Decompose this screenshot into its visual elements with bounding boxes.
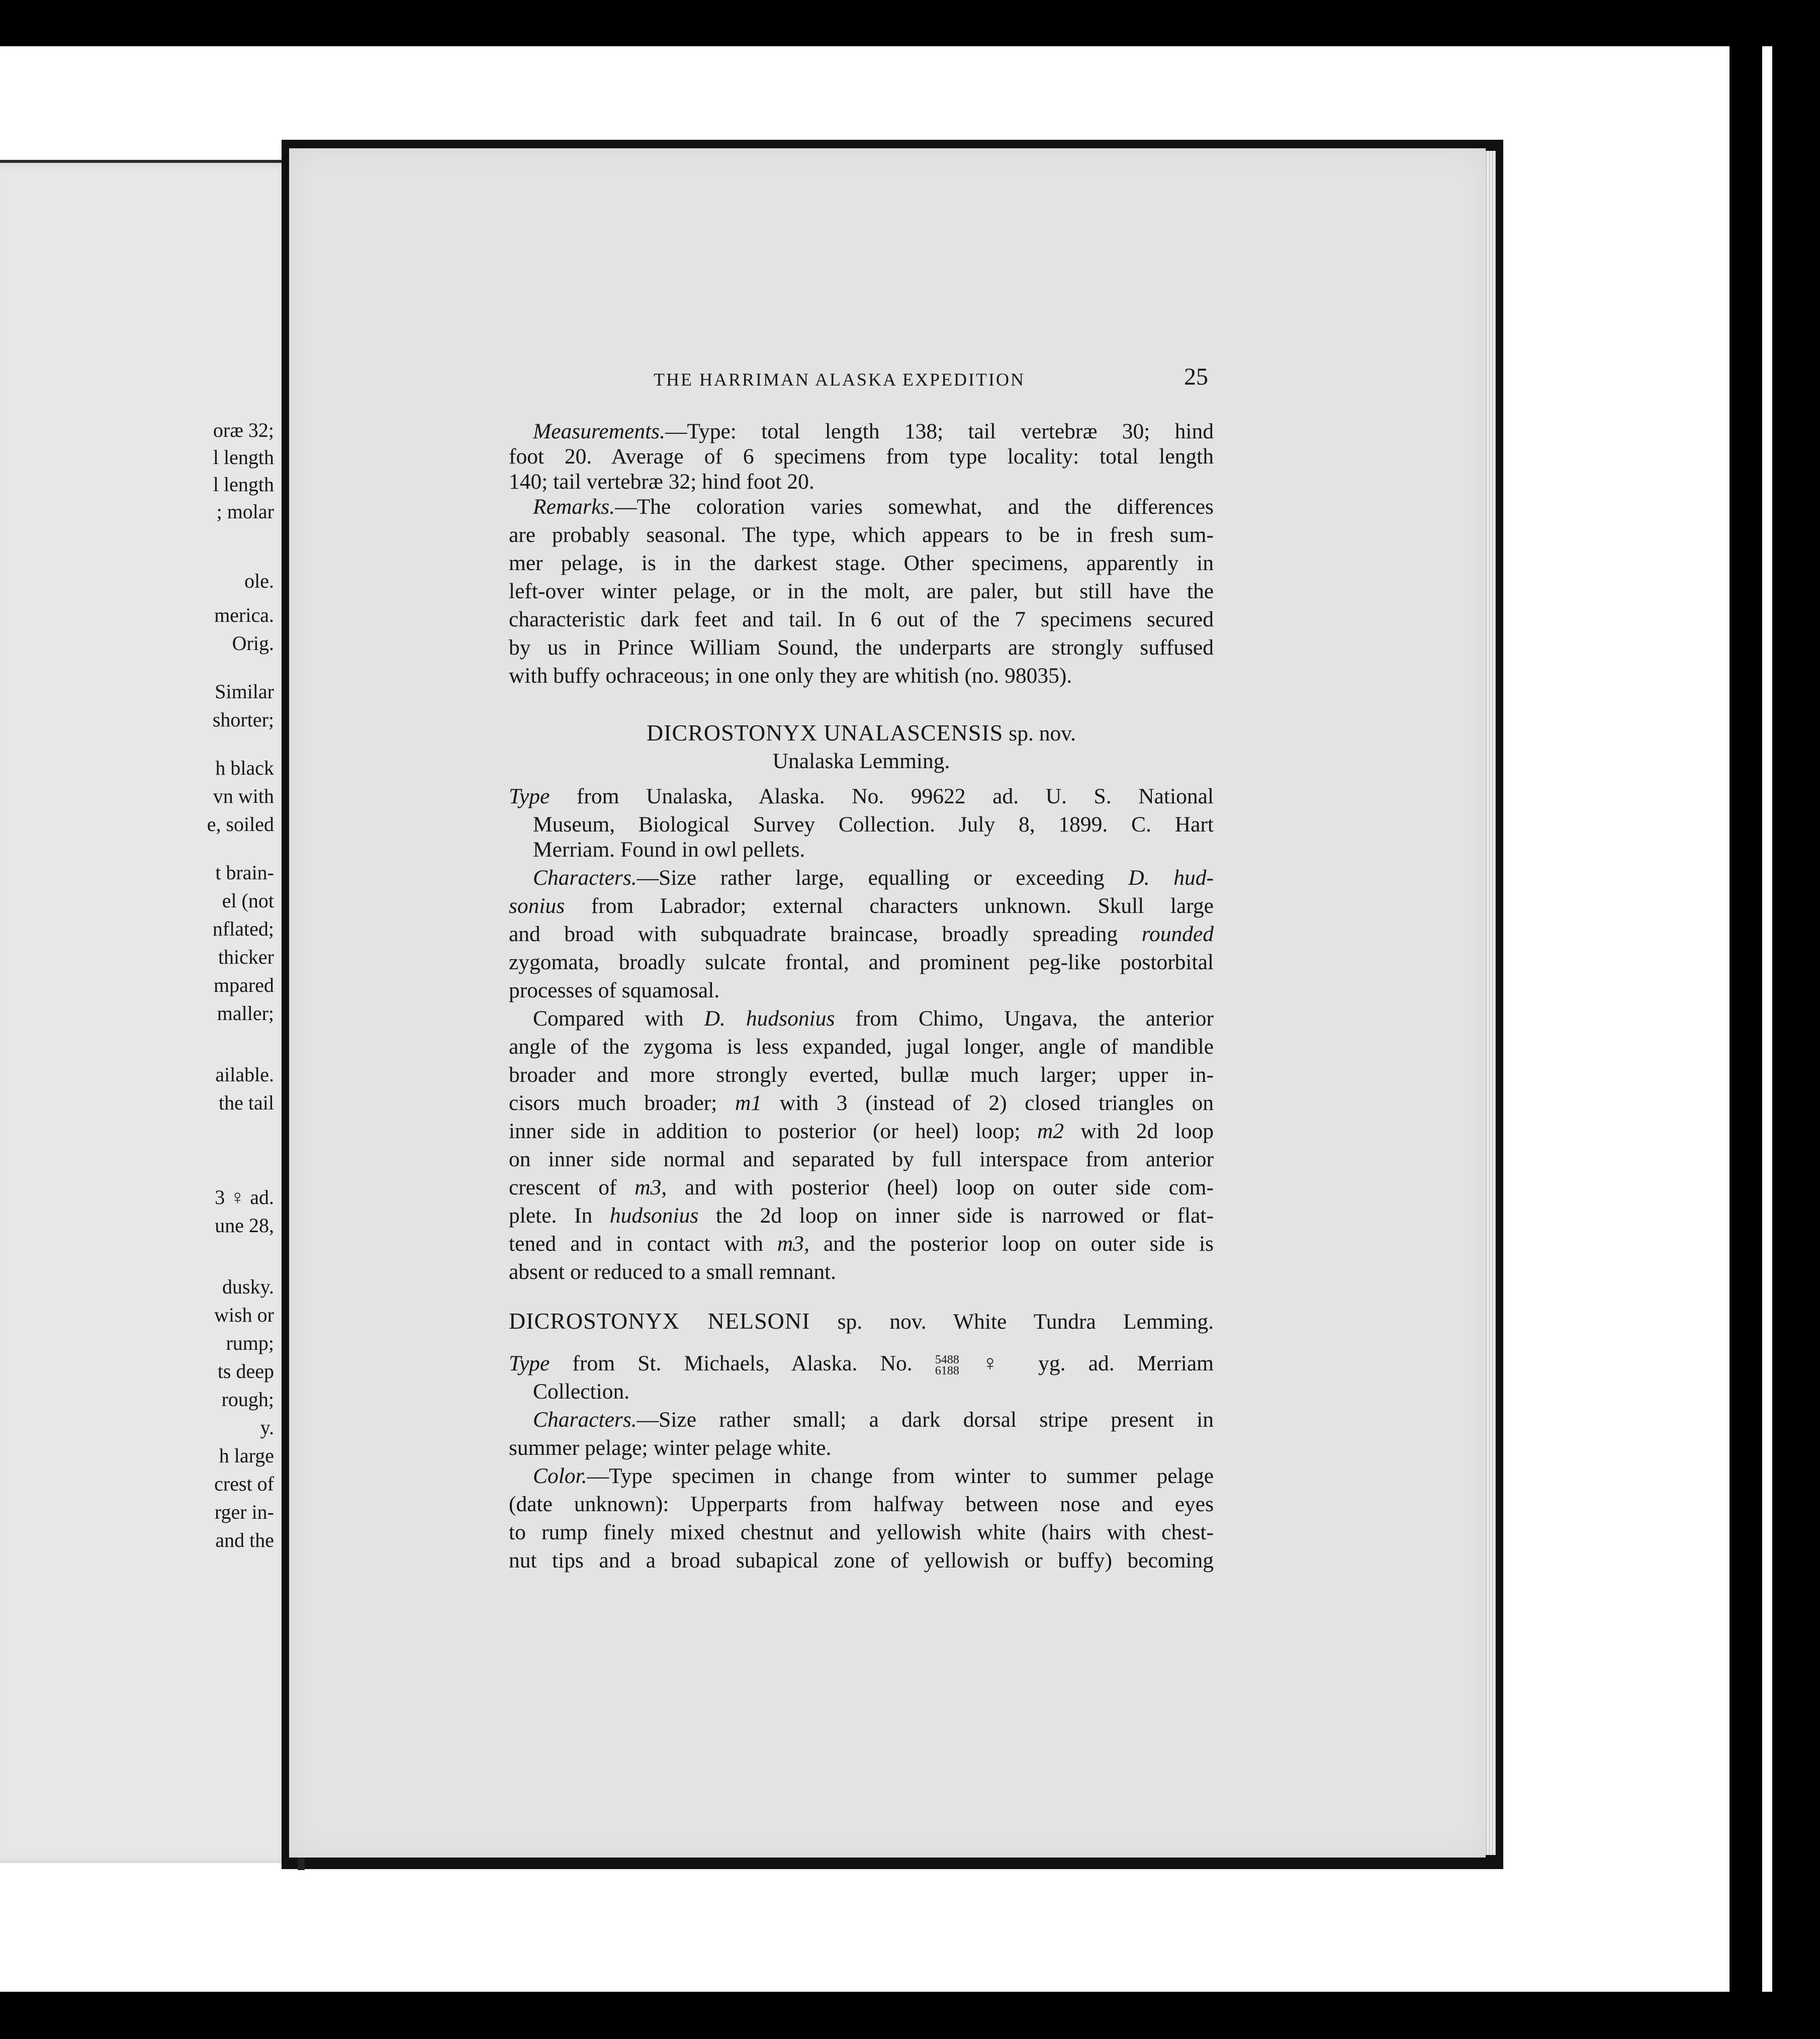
comparison-line: inner side in addition to posterior (or heel) loop; m2 with 2d loop bbox=[509, 1119, 1214, 1143]
common-name-unalascensis: Unalaska Lemming. bbox=[772, 749, 950, 773]
left-page-line: el (not bbox=[222, 889, 274, 912]
color-line: Color.—Type specimen in change from winter to summer pelage bbox=[533, 1464, 1214, 1488]
left-page-line: l length bbox=[213, 473, 274, 496]
color-line: nut tips and a broad subapical zone of yellowish or buffy) becoming bbox=[509, 1548, 1214, 1572]
remarks-label: Remarks. bbox=[533, 495, 615, 519]
color-line: to rump finely mixed chestnut and yellowish white (hairs with chest- bbox=[509, 1520, 1214, 1544]
left-page-line: Orig. bbox=[232, 632, 274, 655]
left-page-line: crest of bbox=[214, 1472, 274, 1495]
species-heading-nelsoni: DICROSTONYX NELSONI sp. nov. White Tundra Lemming. bbox=[509, 1308, 1214, 1334]
scan-border-bottom bbox=[0, 1992, 1820, 2039]
left-page-line: rger in- bbox=[214, 1501, 274, 1523]
left-page-line: ts deep bbox=[217, 1360, 274, 1382]
comparison-line: Compared with D. hudsonius from Chimo, Ungava, the anterior bbox=[533, 1006, 1214, 1031]
measurements-line: foot 20. Average of 6 specimens from type locality: total length bbox=[509, 444, 1214, 469]
remarks-line: characteristic dark feet and tail. In 6 out of the 7 specimens secured bbox=[509, 607, 1214, 631]
measurements-label: Measurements. bbox=[533, 419, 665, 443]
left-page-line: une 28, bbox=[215, 1214, 274, 1237]
species-heading-unalascensis: DICROSTONYX UNALASCENSIS sp. nov. bbox=[646, 720, 1076, 746]
left-page-line: rough; bbox=[221, 1388, 274, 1411]
left-page-line: shorter; bbox=[212, 708, 274, 731]
left-page-line: oræ 32; bbox=[213, 419, 274, 441]
left-page-line: merica. bbox=[214, 604, 274, 626]
type-line: Type from Unalaska, Alaska. No. 99622 ad. U. S. National bbox=[509, 784, 1214, 808]
type-line: Collection. bbox=[533, 1379, 630, 1404]
characters-line: and broad with subquadrate braincase, broadly spreading rounded bbox=[509, 922, 1214, 946]
left-page-line: t brain- bbox=[215, 861, 274, 884]
comparison-line: broader and more strongly everted, bullæ much larger; upper in- bbox=[509, 1063, 1214, 1087]
left-page-line: mpared bbox=[214, 974, 274, 996]
left-page-line: Similar bbox=[215, 680, 274, 703]
left-page-line: maller; bbox=[217, 1002, 274, 1025]
left-page-line: ole. bbox=[244, 570, 274, 592]
left-page-line: h large bbox=[219, 1444, 274, 1467]
remarks-line: with buffy ochraceous; in one only they are whitish (no. 98035). bbox=[509, 664, 1072, 688]
left-page-line: and the bbox=[215, 1529, 274, 1551]
scan-border-gap bbox=[1762, 46, 1772, 1992]
type-line: Merriam. Found in owl pellets. bbox=[533, 838, 805, 862]
left-page-line: thicker bbox=[218, 946, 274, 968]
characters-line: processes of squamosal. bbox=[509, 978, 720, 1002]
remarks-line: are probably seasonal. The type, which appears to be in fresh sum- bbox=[509, 523, 1214, 547]
characters-line: summer pelage; winter pelage white. bbox=[509, 1436, 832, 1460]
comparison-line: on inner side normal and separated by full interspace from anterior bbox=[509, 1147, 1214, 1171]
type-line: Type from St. Michaels, Alaska. No. 5488 6188 ♀ yg. ad. Merriam bbox=[509, 1351, 1214, 1378]
scan-border-right-inner bbox=[1730, 46, 1756, 1992]
left-page-line: y. bbox=[260, 1416, 274, 1439]
left-page-line: ailable. bbox=[215, 1063, 274, 1086]
left-page-line: the tail bbox=[219, 1091, 274, 1114]
catalog-number-fraction: 5488 6188 bbox=[935, 1353, 959, 1378]
scan-border-top bbox=[0, 0, 1820, 46]
left-page-line: dusky. bbox=[222, 1275, 274, 1298]
running-head: THE HARRIMAN ALASKA EXPEDITION bbox=[654, 369, 1025, 390]
remarks-line: left-over winter pelage, or in the molt, are paler, but still have the bbox=[509, 579, 1214, 603]
remarks-line: mer pelage, is in the darkest stage. Other specimens, apparently in bbox=[509, 551, 1214, 575]
left-page-line: h black bbox=[215, 757, 274, 779]
comparison-line: plete. In hudsonius the 2d loop on inner side is narrowed or flat- bbox=[509, 1203, 1214, 1228]
remarks-line: Remarks.—The coloration varies somewhat, and the differences bbox=[533, 495, 1214, 519]
left-page-line: 3 ♀ ad. bbox=[215, 1186, 274, 1209]
comparison-line: angle of the zygoma is less expanded, jugal longer, angle of mandible bbox=[509, 1035, 1214, 1059]
left-page-line: l length bbox=[213, 446, 274, 469]
left-page bbox=[0, 160, 298, 1863]
characters-line: Characters.—Size rather large, equalling or exceeding D. hud- bbox=[533, 866, 1214, 890]
characters-line: Characters.—Size rather small; a dark dorsal stripe present in bbox=[533, 1408, 1214, 1432]
page-number: 25 bbox=[1184, 363, 1208, 390]
measurements-line: 140; tail vertebræ 32; hind foot 20. bbox=[509, 470, 814, 494]
characters-line: zygomata, broadly sulcate frontal, and prominent peg-like postorbital bbox=[509, 950, 1214, 974]
left-page-line: e, soiled bbox=[207, 813, 274, 836]
left-page-line: vn with bbox=[213, 785, 274, 807]
page-edge bbox=[1486, 151, 1496, 1855]
left-page-line: wish or bbox=[214, 1304, 274, 1326]
comparison-line: tened and in contact with m3, and the posterior loop on outer side is bbox=[509, 1232, 1214, 1256]
comparison-line: crescent of m3, and with posterior (heel) loop on outer side com- bbox=[509, 1175, 1214, 1199]
left-page-line: rump; bbox=[226, 1332, 274, 1354]
characters-line: sonius from Labrador; external characters unknown. Skull large bbox=[509, 894, 1214, 918]
measurements-line: Measurements.—Type: total length 138; tail vertebræ 30; hind bbox=[533, 419, 1214, 443]
remarks-line: by us in Prince William Sound, the underparts are strongly suffused bbox=[509, 635, 1214, 660]
left-page-line: ; molar bbox=[216, 500, 274, 523]
left-page-line: nflated; bbox=[212, 917, 274, 940]
comparison-line: absent or reduced to a small remnant. bbox=[509, 1260, 837, 1284]
scan-border-right bbox=[1749, 30, 1820, 2006]
comparison-line: cisors much broader; m1 with 3 (instead of 2) closed triangles on bbox=[509, 1091, 1214, 1115]
color-line: (date unknown): Upperparts from halfway between nose and eyes bbox=[509, 1492, 1214, 1516]
type-line: Museum, Biological Survey Collection. July 8, 1899. C. Hart bbox=[533, 812, 1214, 837]
